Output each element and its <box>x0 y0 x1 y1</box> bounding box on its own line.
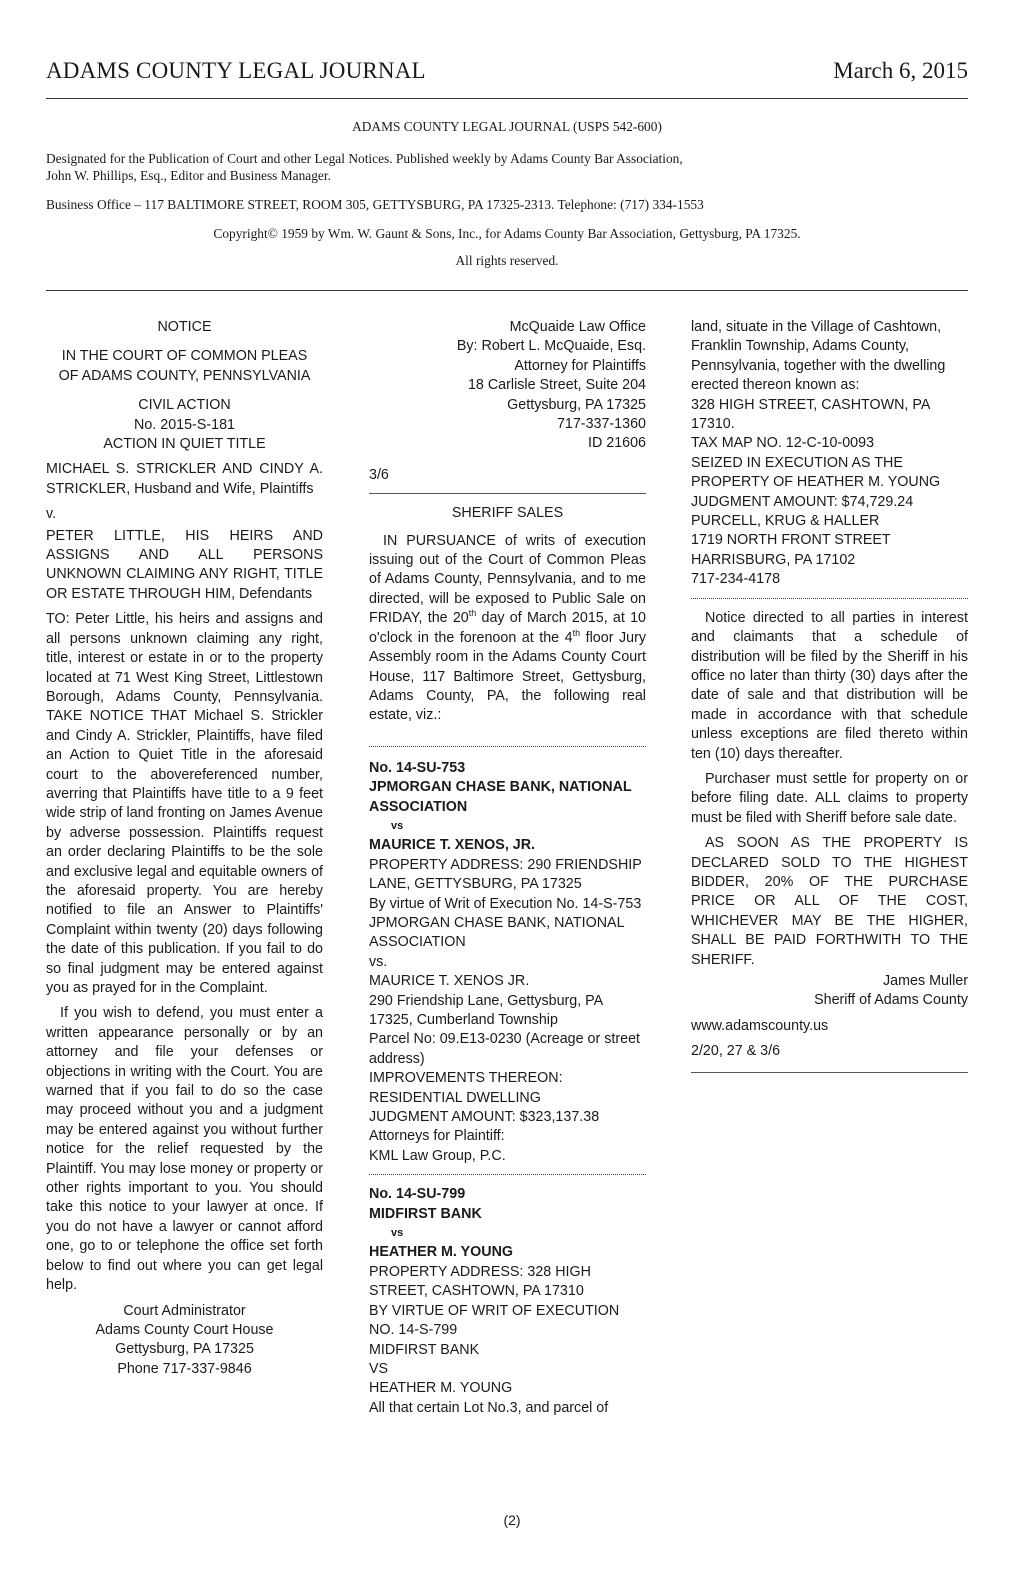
action-type: ACTION IN QUIET TITLE <box>103 436 266 453</box>
admin-line: Court Administrator <box>123 1302 246 1319</box>
admin-line: Gettysburg, PA 17325 <box>115 1341 254 1358</box>
purchaser-notice: Purchaser must settle for property on or before filing date. ALL claims to property must be filed with Sheriff before sale date. <box>691 770 968 826</box>
case-2-line: PROPERTY ADDRESS: 328 HIGH STREET, CASHTOWN, PA 17310 <box>369 1263 591 1300</box>
case-1-line: JPMORGAN CHASE BANK, NATIONAL ASSOCIATION <box>369 914 625 951</box>
case-1-line: IMPROVEMENTS THEREON: RESIDENTIAL DWELLING <box>369 1070 563 1106</box>
column-1 <box>46 318 323 1379</box>
attorney-line: Gettysburg, PA 17325 <box>507 396 646 413</box>
plaintiffs: MICHAEL S. STRICKLER AND CINDY A. STRICKLER, Husband and Wife, Plaintiffs <box>46 461 323 497</box>
case-1-line: By virtue of Writ of Execution No. 14-S-753 <box>369 895 642 912</box>
divider <box>369 746 646 747</box>
case-1-line: MAURICE T. XENOS JR. <box>369 973 530 990</box>
copyright-line: Copyright© 1959 by Wm. W. Gaunt & Sons, Inc., for Adams County Bar Association, Gettysburg, PA 17325. <box>213 226 801 241</box>
attorney-line: Attorney for Plaintiffs <box>514 357 646 374</box>
attorney-line: 18 Carlisle Street, Suite 204 <box>467 377 646 394</box>
page-header <box>46 58 968 99</box>
website-link[interactable]: www.adamscounty.us <box>691 1017 829 1034</box>
ordinal: th <box>572 627 581 638</box>
column-3 <box>691 318 968 1083</box>
attorney-line: 717-337-1360 <box>556 416 646 433</box>
office-line: Business Office – 117 BALTIMORE STREET, ROOM 305, GETTYSBURG, PA 17325-2313. Telephone: (717) 334-1553 <box>46 197 704 212</box>
civil-action: CIVIL ACTION <box>138 397 231 414</box>
issue-date: March 6, 2015 <box>833 58 968 83</box>
case-2-continued: land, situate in the Village of Cashtown, Franklin Township, Adams County, Pennsylvania, together with the dwelling erected thereon known as: <box>691 319 946 394</box>
case-2-plaintiff: MIDFIRST BANK <box>369 1205 482 1222</box>
case-2-line: VS <box>369 1360 389 1377</box>
designation-line: Designated for the Publication of Court and other Legal Notices. Published weekly by Adams County Bar Association, <box>46 151 683 166</box>
intro-text: floor Jury Assembly room in the Adams County Court House, 117 Baltimore Street, Gettysburg, Adams County, PA, the following real estate, viz.: <box>369 629 646 724</box>
sheriff-sales-heading: SHERIFF SALES <box>451 505 564 522</box>
admin-line: Adams County Court House <box>95 1321 274 1338</box>
case-2-detail: PURCELL, KRUG & HALLER <box>691 513 880 530</box>
attorney-block <box>369 318 646 454</box>
notice-heading: NOTICE <box>157 319 212 335</box>
distribution-notice: Notice directed to all parties in interest and claimants that a schedule of distribution will be filed by the Sheriff in his office no later than thirty (30) days after the date of sale and that distribution will be made in accordance with that schedule unless exceptions are filed thereto within ten (10) days thereafter. <box>691 609 968 762</box>
payment-notice: AS SOON AS THE PROPERTY IS DECLARED SOLD TO THE HIGHEST BIDDER, 20% OF THE PURCHASE PRICE OR ALL OF THE COST, WHICHEVER MAY BE THE HIGHER, SHALL BE PAID FORTHWITH TO THE SHERIFF. <box>691 835 968 968</box>
case-2-detail: TAX MAP NO. 12-C-10-0093 <box>691 435 875 452</box>
case-2-detail: 328 HIGH STREET, CASHTOWN, PA 17310. <box>691 396 930 433</box>
case-1-vs: vs <box>391 819 404 832</box>
case-1-line: Attorneys for Plaintiff: <box>369 1128 505 1145</box>
case-1-line: KML Law Group, P.C. <box>369 1147 506 1164</box>
editor-line: John W. Phillips, Esq., Editor and Business Manager. <box>46 168 331 183</box>
case-1-line: JUDGMENT AMOUNT: $323,137.38 <box>369 1109 600 1126</box>
notice-paragraph-2: If you wish to defend, you must enter a written appearance personally or by an attorney and file your defenses or objections in writing with the Court. You are warned that if you fail to do so the case may proceed without you and a judgment may be entered against you without further notice for the relief requested by the Plaintiff. You may lose money or property or other rights important to you. You should take this notice to your lawyer at once. If you do not have a lawyer or cannot afford one, go to or telephone the office set forth below to find out where you can get legal help. <box>46 1005 323 1294</box>
divider <box>369 1174 646 1175</box>
defendants: PETER LITTLE, HIS HEIRS AND ASSIGNS AND ALL PERSONS UNKNOWN CLAIMING ANY RIGHT, TITLE OR ESTATE THROUGH HIM, Defendants <box>46 527 323 602</box>
case-2-detail: HARRISBURG, PA 17102 <box>691 551 856 568</box>
sheriff-intro <box>369 532 646 726</box>
case-1-plaintiff: JPMORGAN CHASE BANK, NATIONAL ASSOCIATION <box>369 779 632 815</box>
notice-paragraph-1: TO: Peter Little, his heirs and assigns and all persons unknown claiming any right, title, interest or estate in or to the property located at 71 West King Street, Littlestown Borough, Adams County, Pennsylvania. TAKE NOTICE THAT Michael S. Strickler and Cindy A. Strickler, Plaintiffs, have filed an Action to Quiet Title in the aforesaid court to the abovereferenced number, averring that Plaintiffs have title to a 9 feet wide strip of land fronting on James Avenue by adverse possession. Plaintiffs request an order declaring Plaintiffs to be the sole and exclusive legal and equitable owners of the aforesaid property. You are hereby notified to file an Answer to Plaintiffs' Complaint within twenty (20) days following the date of this publication. If you fail to do so final judgment may be entered against you as prayed for in the Complaint. <box>46 611 323 996</box>
case-2-defendant: HEATHER M. YOUNG <box>369 1244 514 1261</box>
ordinal: th <box>468 608 477 619</box>
case-1-line: 290 Friendship Lane, Gettysburg, PA 17325, Cumberland Township <box>369 992 603 1028</box>
versus: v. <box>46 506 57 523</box>
court-line-1: IN THE COURT OF COMMON PLEAS <box>61 348 308 365</box>
case-1-line: PROPERTY ADDRESS: 290 FRIENDSHIP LANE, GETTYSBURG, PA 17325 <box>369 856 642 893</box>
case-1-line: vs. <box>369 953 388 970</box>
publication-date: 3/6 <box>369 466 389 483</box>
publication-dates: 2/20, 27 & 3/6 <box>691 1043 781 1060</box>
masthead-divider <box>46 290 968 291</box>
case-1-defendant: MAURICE T. XENOS, JR. <box>369 837 536 854</box>
attorney-line: ID 21606 <box>587 435 646 452</box>
intro-text: day of March 2015, at 10 o'clock in the forenoon at the 4 <box>369 610 646 646</box>
rights-line: All rights reserved. <box>455 253 559 268</box>
case-2-number: No. 14-SU-799 <box>369 1186 466 1203</box>
case-2-detail: SEIZED IN EXECUTION AS THE PROPERTY OF HEATHER M. YOUNG <box>691 454 941 491</box>
attorney-line: McQuaide Law Office <box>509 319 646 335</box>
journal-title: ADAMS COUNTY LEGAL JOURNAL <box>46 58 426 83</box>
case-2-detail: JUDGMENT AMOUNT: $74,729.24 <box>691 493 914 510</box>
court-line-2: OF ADAMS COUNTY, PENNSYLVANIA <box>58 367 311 384</box>
case-2-detail: 1719 NORTH FRONT STREET <box>691 532 891 549</box>
case-2-vs: vs <box>391 1227 404 1240</box>
case-2-detail: 717-234-4178 <box>691 571 781 588</box>
usps-line: ADAMS COUNTY LEGAL JOURNAL (USPS 542-600) <box>352 119 662 134</box>
case-1-number: No. 14-SU-753 <box>369 759 466 776</box>
court-administrator <box>46 1302 323 1380</box>
attorney-line: By: Robert L. McQuaide, Esq. <box>456 338 646 355</box>
signer-name: James Muller <box>882 973 968 989</box>
case-2-line: HEATHER M. YOUNG <box>369 1380 513 1397</box>
signer-title: Sheriff of Adams County <box>814 992 968 1009</box>
case-number: No. 2015-S-181 <box>134 416 235 433</box>
divider <box>691 598 968 599</box>
case-1-line: Parcel No: 09.E13-0230 (Acreage or street address) <box>369 1031 640 1067</box>
column-2 <box>369 318 646 1418</box>
divider <box>369 493 646 494</box>
case-2-line: All that certain Lot No.3, and parcel of <box>369 1399 609 1416</box>
divider <box>691 1072 968 1073</box>
masthead <box>46 118 968 269</box>
intro-text: IN PURSUANCE of writs of execution issuing out of the Court of Common Pleas of Adams County, Pennsylvania, and to me directed, will be exposed to Public Sale on FRIDAY, the 20 <box>369 532 646 627</box>
case-2-line: BY VIRTUE OF WRIT OF EXECUTION NO. 14-S-799 <box>369 1302 620 1339</box>
admin-line: Phone 717-337-9846 <box>117 1360 252 1377</box>
page-number: (2) <box>503 1512 521 1528</box>
case-2-line: MIDFIRST BANK <box>369 1341 480 1358</box>
